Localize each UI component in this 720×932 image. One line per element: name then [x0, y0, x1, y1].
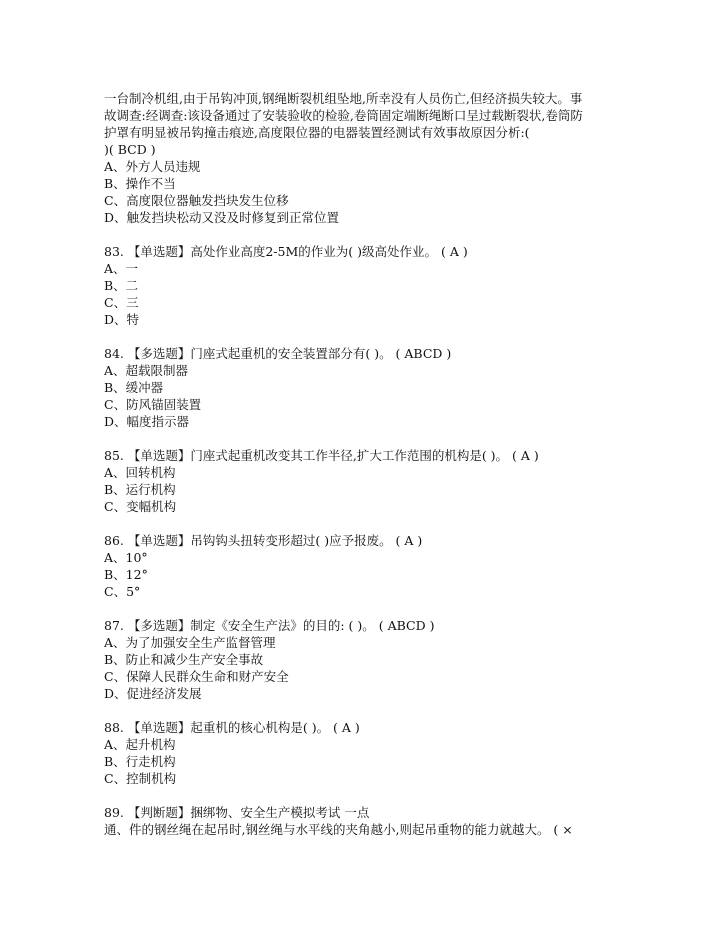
- option-b: B、缓冲器: [104, 380, 164, 395]
- option-b: B、行走机构: [104, 754, 176, 769]
- option-a: A、超载限制器: [104, 363, 189, 378]
- question-87: [104, 617, 614, 702]
- option-c: C、防风锚固装置: [104, 397, 202, 412]
- option-a: A、外方人员违规: [104, 159, 201, 174]
- question-stem: 87. 【多选题】制定《安全生产法》的目的: ( )。 ( ABCD ): [104, 618, 435, 633]
- question-stem-continued: 通、件的钢丝绳在起吊时,钢丝绳与水平线的夹角越小,则起吊重物的能力就越大。 ( ×: [104, 822, 573, 837]
- question-stem: 88. 【单选题】起重机的核心机构是( )。 ( A ): [104, 720, 360, 735]
- question-83: [104, 243, 614, 328]
- option-b: B、操作不当: [104, 176, 176, 191]
- question-84: [104, 345, 614, 430]
- option-c: C、5°: [104, 584, 141, 599]
- option-d: D、特: [104, 312, 140, 327]
- option-a: A、为了加强安全生产监督管理: [104, 635, 276, 650]
- option-d: D、促进经济发展: [104, 686, 202, 701]
- question-stem: 84. 【多选题】门座式起重机的安全装置部分有( )。 ( ABCD ): [104, 346, 452, 361]
- option-b: B、防止和减少生产安全事故: [104, 652, 264, 667]
- option-d: D、触发挡块松动又没及时修复到正常位置: [104, 210, 340, 225]
- option-c: C、变幅机构: [104, 499, 177, 514]
- question-82-block: [104, 90, 614, 226]
- question-stem: 86. 【单选题】吊钩钩头扭转变形超过( )应予报废。 ( A ): [104, 533, 423, 548]
- question-82-text-line-3: 护罩有明显被吊钩撞击痕迹,高度限位器的电器装置经测试有效事故原因分析:(: [104, 125, 530, 140]
- option-a: A、10°: [104, 550, 148, 565]
- option-b: B、运行机构: [104, 482, 176, 497]
- question-stem: 85. 【单选题】门座式起重机改变其工作半径,扩大工作范围的机构是( )。 ( A ): [104, 448, 539, 463]
- document-page: [104, 90, 614, 838]
- question-82-answer-line: )( BCD ): [104, 142, 156, 157]
- question-stem: 89. 【判断题】捆绑物、安全生产模拟考试 一点: [104, 805, 370, 820]
- option-c: C、高度限位器触发挡块发生位移: [104, 193, 289, 208]
- question-82-text-line-1: 一台制冷机组,由于吊钩冲顶,钢绳断裂机组坠地,所幸没有人员伤亡,但经济损失较大。事: [104, 91, 583, 106]
- option-a: A、回转机构: [104, 465, 176, 480]
- option-d: D、幅度指示器: [104, 414, 190, 429]
- option-a: A、起升机构: [104, 737, 176, 752]
- question-85: [104, 447, 614, 515]
- question-89: [104, 804, 614, 838]
- option-a: A、一: [104, 261, 139, 276]
- question-86: [104, 532, 614, 600]
- question-88: [104, 719, 614, 787]
- option-c: C、三: [104, 295, 139, 310]
- option-b: B、二: [104, 278, 139, 293]
- option-c: C、控制机构: [104, 771, 177, 786]
- question-82-text-line-2: 故调查:经调查:该设备通过了安装验收的检验,卷筒固定端断绳断口呈过载断裂状,卷筒防: [104, 108, 583, 123]
- option-b: B、12°: [104, 567, 148, 582]
- question-stem: 83. 【单选题】高处作业高度2-5M的作业为( )级高处作业。 ( A ): [104, 244, 468, 259]
- option-c: C、保障人民群众生命和财产安全: [104, 669, 289, 684]
